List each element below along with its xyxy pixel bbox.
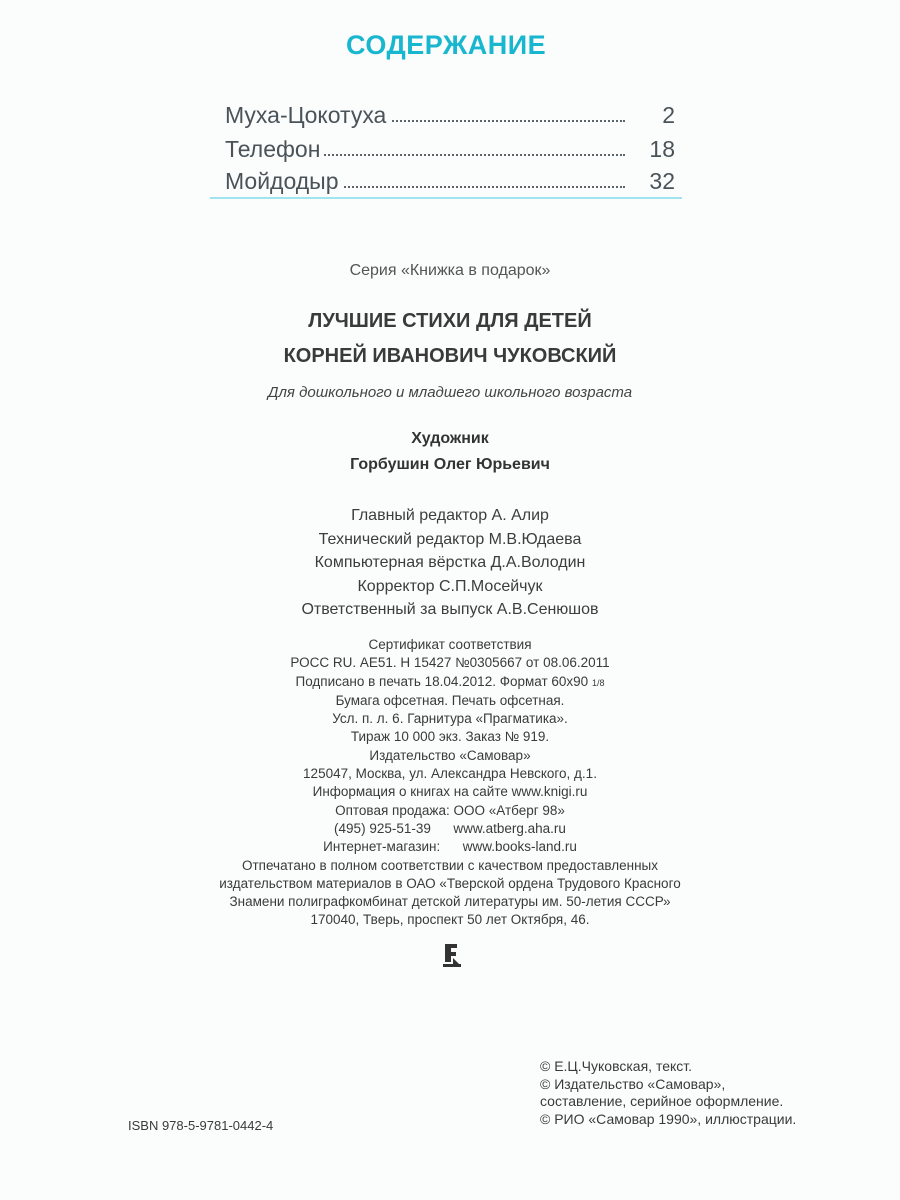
credits-list (0, 504, 900, 622)
publisher-line: Издательство «Самовар» (369, 747, 531, 763)
publisher-address: 125047, Москва, ул. Александра Невского, д.1. (303, 766, 597, 782)
artist-name: Горбушин Олег Юрьевич (350, 456, 550, 473)
toc-title: СОДЕРЖАНИЕ (346, 30, 547, 60)
credit-line: Компьютерная вёрстка Д.А.Володин (314, 554, 586, 571)
toc-item-page: 18 (649, 136, 675, 162)
toc-item-title: Муха-Цокотуха (225, 102, 390, 129)
sheets-line: Усл. п. л. 6. Гарнитура «Прагматика». (332, 711, 568, 727)
book-author: КОРНЕЙ ИВАНОВИЧ ЧУКОВСКИЙ (283, 345, 617, 367)
online-shop-line: Интернет-магазин: www.books-land.ru (323, 839, 577, 855)
format-fraction: 1/8 (591, 677, 605, 688)
age-note: Для дошкольного и младшего школьного возраста (267, 384, 633, 401)
artist-label: Художник (411, 430, 489, 447)
copyright-block (540, 1058, 796, 1128)
signed-text: Подписано в печать 18.04.2012. Формат 60х90 (295, 673, 592, 689)
series-title: Серия «Книжка в подарок» (349, 262, 551, 279)
copyright-line: составление, серийное оформление. (540, 1093, 784, 1109)
print-run-line: Тираж 10 000 экз. Заказ № 919. (350, 729, 550, 745)
book-title: ЛУЧШИЕ СТИХИ ДЛЯ ДЕТЕЙ (308, 310, 592, 332)
toc-item[interactable] (225, 168, 675, 200)
paper-line: Бумага офсетная. Печать офсетная. (335, 692, 565, 708)
imprint-block (0, 636, 900, 930)
credit-line: Корректор С.П.Мосейчук (357, 577, 543, 595)
printed-note: Знамени полиграфкомбинат детской литературы им. 50-летия СССР» (229, 894, 671, 910)
credit-line: Технический редактор М.В.Юдаева (318, 530, 582, 548)
toc-item-page: 2 (662, 102, 675, 128)
toc-item-page: 32 (649, 168, 675, 194)
copyright-line: © Издательство «Самовар», (540, 1075, 726, 1092)
printer-logo-icon (441, 942, 463, 968)
toc-item[interactable] (225, 102, 675, 134)
certificate-label: Сертификат соответствия (368, 637, 532, 652)
website-info: Информация о книгах на сайте www.knigi.ru (312, 784, 588, 800)
toc-item-title: Телефон (225, 136, 324, 163)
wholesale-line: Оптовая продажа: ООО «Атберг 98» (335, 802, 565, 818)
printed-note: издательством материалов в ОАО «Тверской ордена Трудового Красного (219, 875, 681, 891)
credit-line: Ответственный за выпуск А.В.Сенюшов (301, 601, 599, 618)
toc-divider (210, 197, 682, 199)
certificate-number: РОСС RU. АЕ51. Н 15427 №0305667 от 08.06.2011 (290, 655, 610, 671)
printed-note: Отпечатано в полном соответствии с качеством предоставленных (242, 857, 658, 873)
printer-address: 170040, Тверь, проспект 50 лет Октября, 46. (310, 912, 590, 928)
credit-line: Главный редактор А. Алир (351, 507, 549, 524)
toc-item-title: Мойдодыр (225, 168, 343, 195)
toc-item[interactable] (225, 136, 675, 168)
copyright-line: © РИО «Самовар 1990», иллюстрации. (540, 1110, 797, 1127)
signed-line (0, 673, 900, 692)
phone-line: (495) 925-51-39 www.atberg.aha.ru (334, 820, 566, 836)
isbn: ISBN 978-5-9781-0442-4 (128, 1118, 274, 1133)
copyright-line: © Е.Ц.Чуковская, текст. (540, 1058, 693, 1074)
